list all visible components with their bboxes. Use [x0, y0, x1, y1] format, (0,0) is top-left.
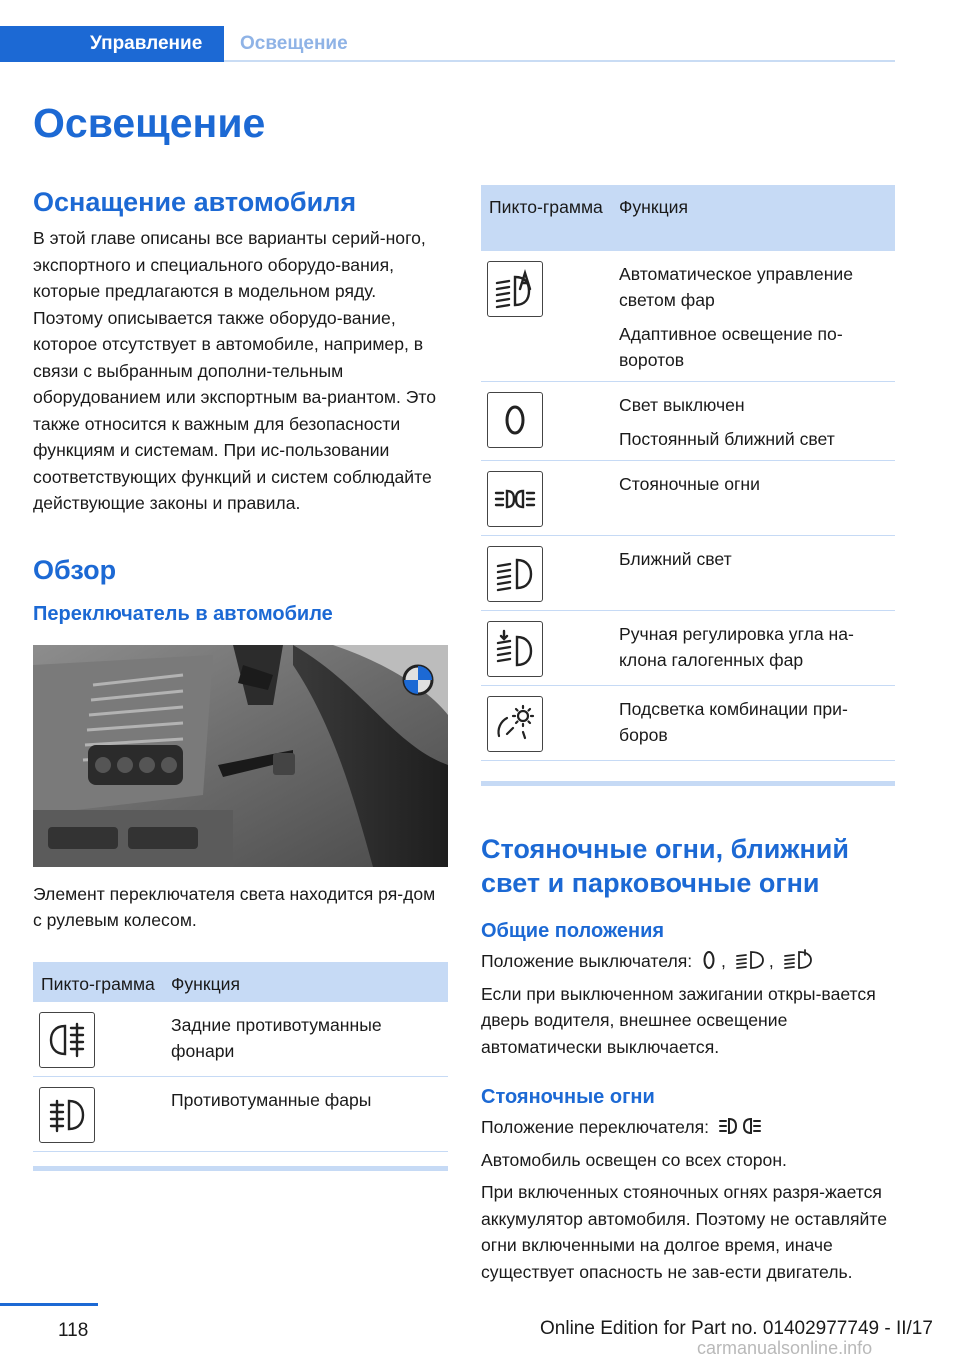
front-fog-light-label: Противотуманные фары	[171, 1089, 372, 1110]
auto-headlight-label: Автоматическое управление светом фар	[619, 264, 854, 310]
table-row	[481, 251, 895, 382]
adaptive-lighting-label: Адаптивное освещение по-воротов	[619, 324, 843, 370]
table-header	[481, 185, 895, 251]
page-title: Освещение	[33, 100, 266, 146]
auto-headlight-icon	[487, 261, 543, 317]
section-title-overview: Обзор	[33, 554, 117, 585]
instrument-lighting-label: Подсветка комбинации при-боров	[619, 699, 848, 745]
header-bar	[0, 26, 895, 62]
light-off-icon	[487, 392, 543, 448]
table-row	[33, 1002, 448, 1077]
parking-light-icon	[735, 949, 765, 971]
all-sides-lit-paragraph: Автомобиль освещен со всех сторон.	[481, 1149, 787, 1170]
breadcrumb-section[interactable]: Освещение	[240, 33, 348, 54]
table-row	[481, 611, 895, 686]
rear-fog-light-label: Задние противотуманные фонари	[171, 1014, 382, 1061]
section-title-equipment: Оснащение автомобиля	[33, 187, 357, 217]
left-pictogram-table	[33, 962, 448, 1171]
battery-warning-paragraph: При включенных стояночных огнях разря-жается аккумулятор автомобиля. Поэтому не оставляйте огни включенными на долгое время, иначе существует опасность не зав-ести двигатель.	[481, 1182, 888, 1282]
permanent-low-beam-label: Постоянный ближний свет	[619, 429, 835, 449]
subsection-title-switch: Переключатель в автомобиле	[33, 602, 333, 625]
table-end-bar	[481, 781, 895, 786]
breadcrumb-chapter[interactable]: Управление	[0, 26, 224, 62]
switch-position-line	[481, 1114, 895, 1141]
table-header	[33, 962, 448, 1002]
section-title-parking-low-beam: Стояночные огни, ближний свет и парковочные огни	[481, 834, 849, 898]
headlight-range-icon	[487, 621, 543, 677]
parking-light-icon	[487, 471, 543, 527]
light-switch-photo-illustration	[33, 645, 448, 867]
front-fog-light-icon	[39, 1087, 95, 1143]
equipment-paragraph: В этой главе описаны все варианты серий-ного, экспортного и специального оборудо-вания, которые предлагаются в модельном ряду. Поэтому описывается также оборудо-вание, которое отсутствует в автомобиле, например, в связи с выбранным дополни-тельным оборудованием или экспортным ва-риантом. Это также относится к важным для безопасности функциям и системам. При ис-пользовании соответствующих функций и систем соблюдайте действующие законы и правила.	[33, 228, 437, 513]
right-pictogram-table	[481, 185, 895, 786]
low-beam-label: Ближний свет	[619, 549, 732, 569]
photo-caption: Элемент переключателя света находится ря-дом с рулевым колесом.	[33, 883, 436, 930]
switch-position-text: Положение переключателя:	[481, 1117, 710, 1137]
low-beam-icon	[783, 949, 813, 971]
column-header-pictogram: Пикто-грамма	[489, 197, 603, 217]
table-row	[33, 1077, 448, 1152]
subsection-title-general: Общие положения	[481, 920, 665, 942]
dashboard-photo	[33, 645, 448, 867]
auto-off-paragraph: Если при выключенном зажигании откры-вается дверь водителя, внешнее освещение автоматически выключается.	[481, 983, 876, 1057]
switch-positions-line: Положение выключателя: , ,	[481, 948, 895, 975]
left-column	[33, 185, 448, 1171]
switch-positions-text: Положение выключателя:	[481, 951, 693, 971]
column-header-function: Функция	[619, 197, 689, 217]
table-end-bar	[33, 1166, 448, 1171]
table-row	[481, 382, 895, 461]
parking-light-label: Стояночные огни	[619, 474, 760, 494]
right-column	[481, 185, 895, 1285]
instrument-lighting-icon	[487, 696, 543, 752]
edition-info: Online Edition for Part no. 01402977749 - II/17	[540, 1318, 933, 1339]
low-beam-icon	[487, 546, 543, 602]
column-header-function: Функция	[171, 973, 241, 994]
table-row	[481, 536, 895, 611]
light-off-icon	[701, 949, 717, 971]
headlight-range-label: Ручная регулировка угла на-клона галогенных фар	[619, 624, 854, 670]
subsection-title-parking-lights: Стояночные огни	[481, 1086, 655, 1108]
footer-accent-line	[0, 1303, 98, 1306]
rear-fog-light-icon	[39, 1012, 95, 1068]
table-row	[481, 686, 895, 761]
page-number: 118	[58, 1320, 89, 1341]
column-header-pictogram: Пикто-грамма	[41, 973, 155, 994]
table-row	[481, 461, 895, 536]
parking-light-icon	[718, 1115, 762, 1137]
light-off-label: Свет выключен	[619, 395, 745, 415]
watermark: carmanualsonline.info	[697, 1338, 873, 1358]
